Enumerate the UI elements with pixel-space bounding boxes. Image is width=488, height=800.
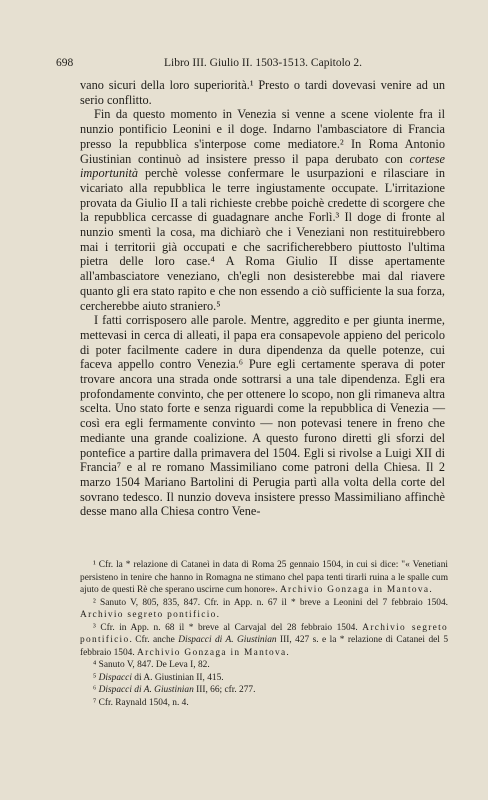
main-text	[80, 78, 445, 519]
footnote-6	[80, 684, 448, 697]
footnote-1-end: .	[429, 585, 432, 595]
footnote-6-mark: ⁶	[93, 685, 99, 695]
paragraph-2	[80, 107, 445, 313]
footnote-6-text: III, 66; cfr. 277.	[193, 685, 256, 695]
footnote-1-archive: Archivio Gonzaga in Mantova	[279, 585, 430, 595]
footnote-1	[80, 559, 448, 597]
footnote-2-archive: Archivio segreto pontificio	[80, 610, 217, 620]
footnote-1-text: ¹ Cfr. la * relazione di Cataneì in data di Roma 25 gennaio 1504, in cui si dice: "« Venetiani persisteno in tenire che hanno in Romagna ne stimano chel papa tenti tirarli ruina a le spalle cum ajuto de questi Rè che sperano uscirne cum honore».	[80, 560, 448, 595]
running-title: Libro III. Giulio II. 1503-1513. Capitolo 2.	[164, 57, 363, 69]
footnote-3-archive: Archivio segreto pontificio	[80, 622, 448, 645]
footnotes	[80, 559, 448, 709]
footnote-5-mark: ⁵	[93, 672, 99, 683]
footnote-2-text: ² Sanuto V, 805, 835, 847. Cfr. in App. n. 67 il * breve a Leonini del 7 febbraio 1504.	[93, 597, 448, 608]
footnote-3-archive-2: Archivio Gonzaga in Mantova	[137, 647, 287, 658]
paragraph-2-part-b: perchè volesse confermare le usurpazioni e rilasciare in vicariato alla repubblica le terre ingiustamente occupate. L'irritazione provata da Giulio II a tali richieste crebbe poichè credette di scorgere che la repubblica cercasse di guadagnare anche Forlì.³ Il doge di fronte al nunzio smentì la cosa, ma dichiarò che i Veneziani non restituirebbero mai i territorii già occupati e che sacrificherebbero piuttosto l'ultima pietra delle loro case.⁴ A Roma Giulio II disse apertamente all'ambasciatore veneziano, ch'egli non desisterebbe mai dal riavere quanto gli era stato rapito e che non essendo a ciò sufficiente la sua forza, cercherebbe aiuto straniero.⁵	[80, 166, 445, 313]
footnote-6-work: Dispacci di A. Giustinian	[98, 685, 194, 695]
footnote-2	[80, 597, 448, 622]
footnote-2-end: .	[216, 610, 219, 620]
footnote-7: ⁷ Cfr. Raynald 1504, n. 4.	[93, 697, 189, 708]
paragraph-1: vano sicuri della loro superiorità.¹ Presto o tardi dovevasi venire ad un serio conflitto.	[80, 78, 445, 107]
footnote-3-work: Dispacci di A. Giustinian	[178, 635, 277, 645]
footnote-3-end: .	[286, 647, 289, 658]
footnote-4: ⁴ Sanuto V, 847. De Leva I, 82.	[93, 660, 210, 670]
page-number: 698	[56, 57, 74, 69]
paragraph-3: I fatti corrisposero alle parole. Mentre, aggredito e per giunta inerme, mettevasi in cerca di alleati, il papa era consapevole appieno del pericolo di poter facilmente cadere in dura dipendenza da quelle potenze, cui faceva appello contro Venezia.⁶ Pure egli certamente sperava di poter trovare ancora una strada onde sottrarsi a una tale dipendenza. Egli era profondamente convinto, che per ottenere lo scopo, non gli rimaneva altra scelta. Uno stato forte e senza riguardi come la repubblica di Venezia — così era egli fermamente convinto — non potevasi tenere in freno che mediante una grande coalizione. A questo furono diretti gli sforzi del pontefice a partire dalla primavera del 1504. Egli si rivolse a Luigi XII di Francia⁷ e al re romano Massimiliano come patroni della Chiesa. Il 2 marzo 1504 Mariano Bartolini di Perugia partì alla volta della corte del sovrano tedesco. Il nunzio doveva insistere presso Massimiliano affinchè desse mano alla Chiesa contro Vene-	[80, 313, 445, 519]
footnote-3-text: ³ Cfr. in App. n. 68 il * breve al Carvajal del 28 febbraio 1504.	[93, 622, 363, 633]
footnote-5-text: di A. Giustinian II, 415.	[131, 672, 224, 683]
footnote-3-text-2: III, 427 s. e la * relazione di Catanei del 5 febbraio 1504.	[80, 635, 449, 658]
footnote-3	[80, 622, 448, 660]
paragraph-2-italic: cortese importunità	[80, 151, 445, 181]
footnote-3-mid: . Cfr. anche	[129, 635, 179, 645]
page-header	[56, 57, 458, 71]
footnote-5	[80, 672, 448, 685]
footnote-5-work: Dispacci	[98, 672, 132, 683]
paragraph-2-part-a: Fin da questo momento in Venezia si venne a scene violente fra il nunzio pontificio Leonini e il doge. Indarno l'ambasciatore di Francia presso la repubblica s'interpose come mediatore.² In Roma Antonio Giustinian continuò ad insistere presso il papa derubato con	[80, 107, 445, 166]
